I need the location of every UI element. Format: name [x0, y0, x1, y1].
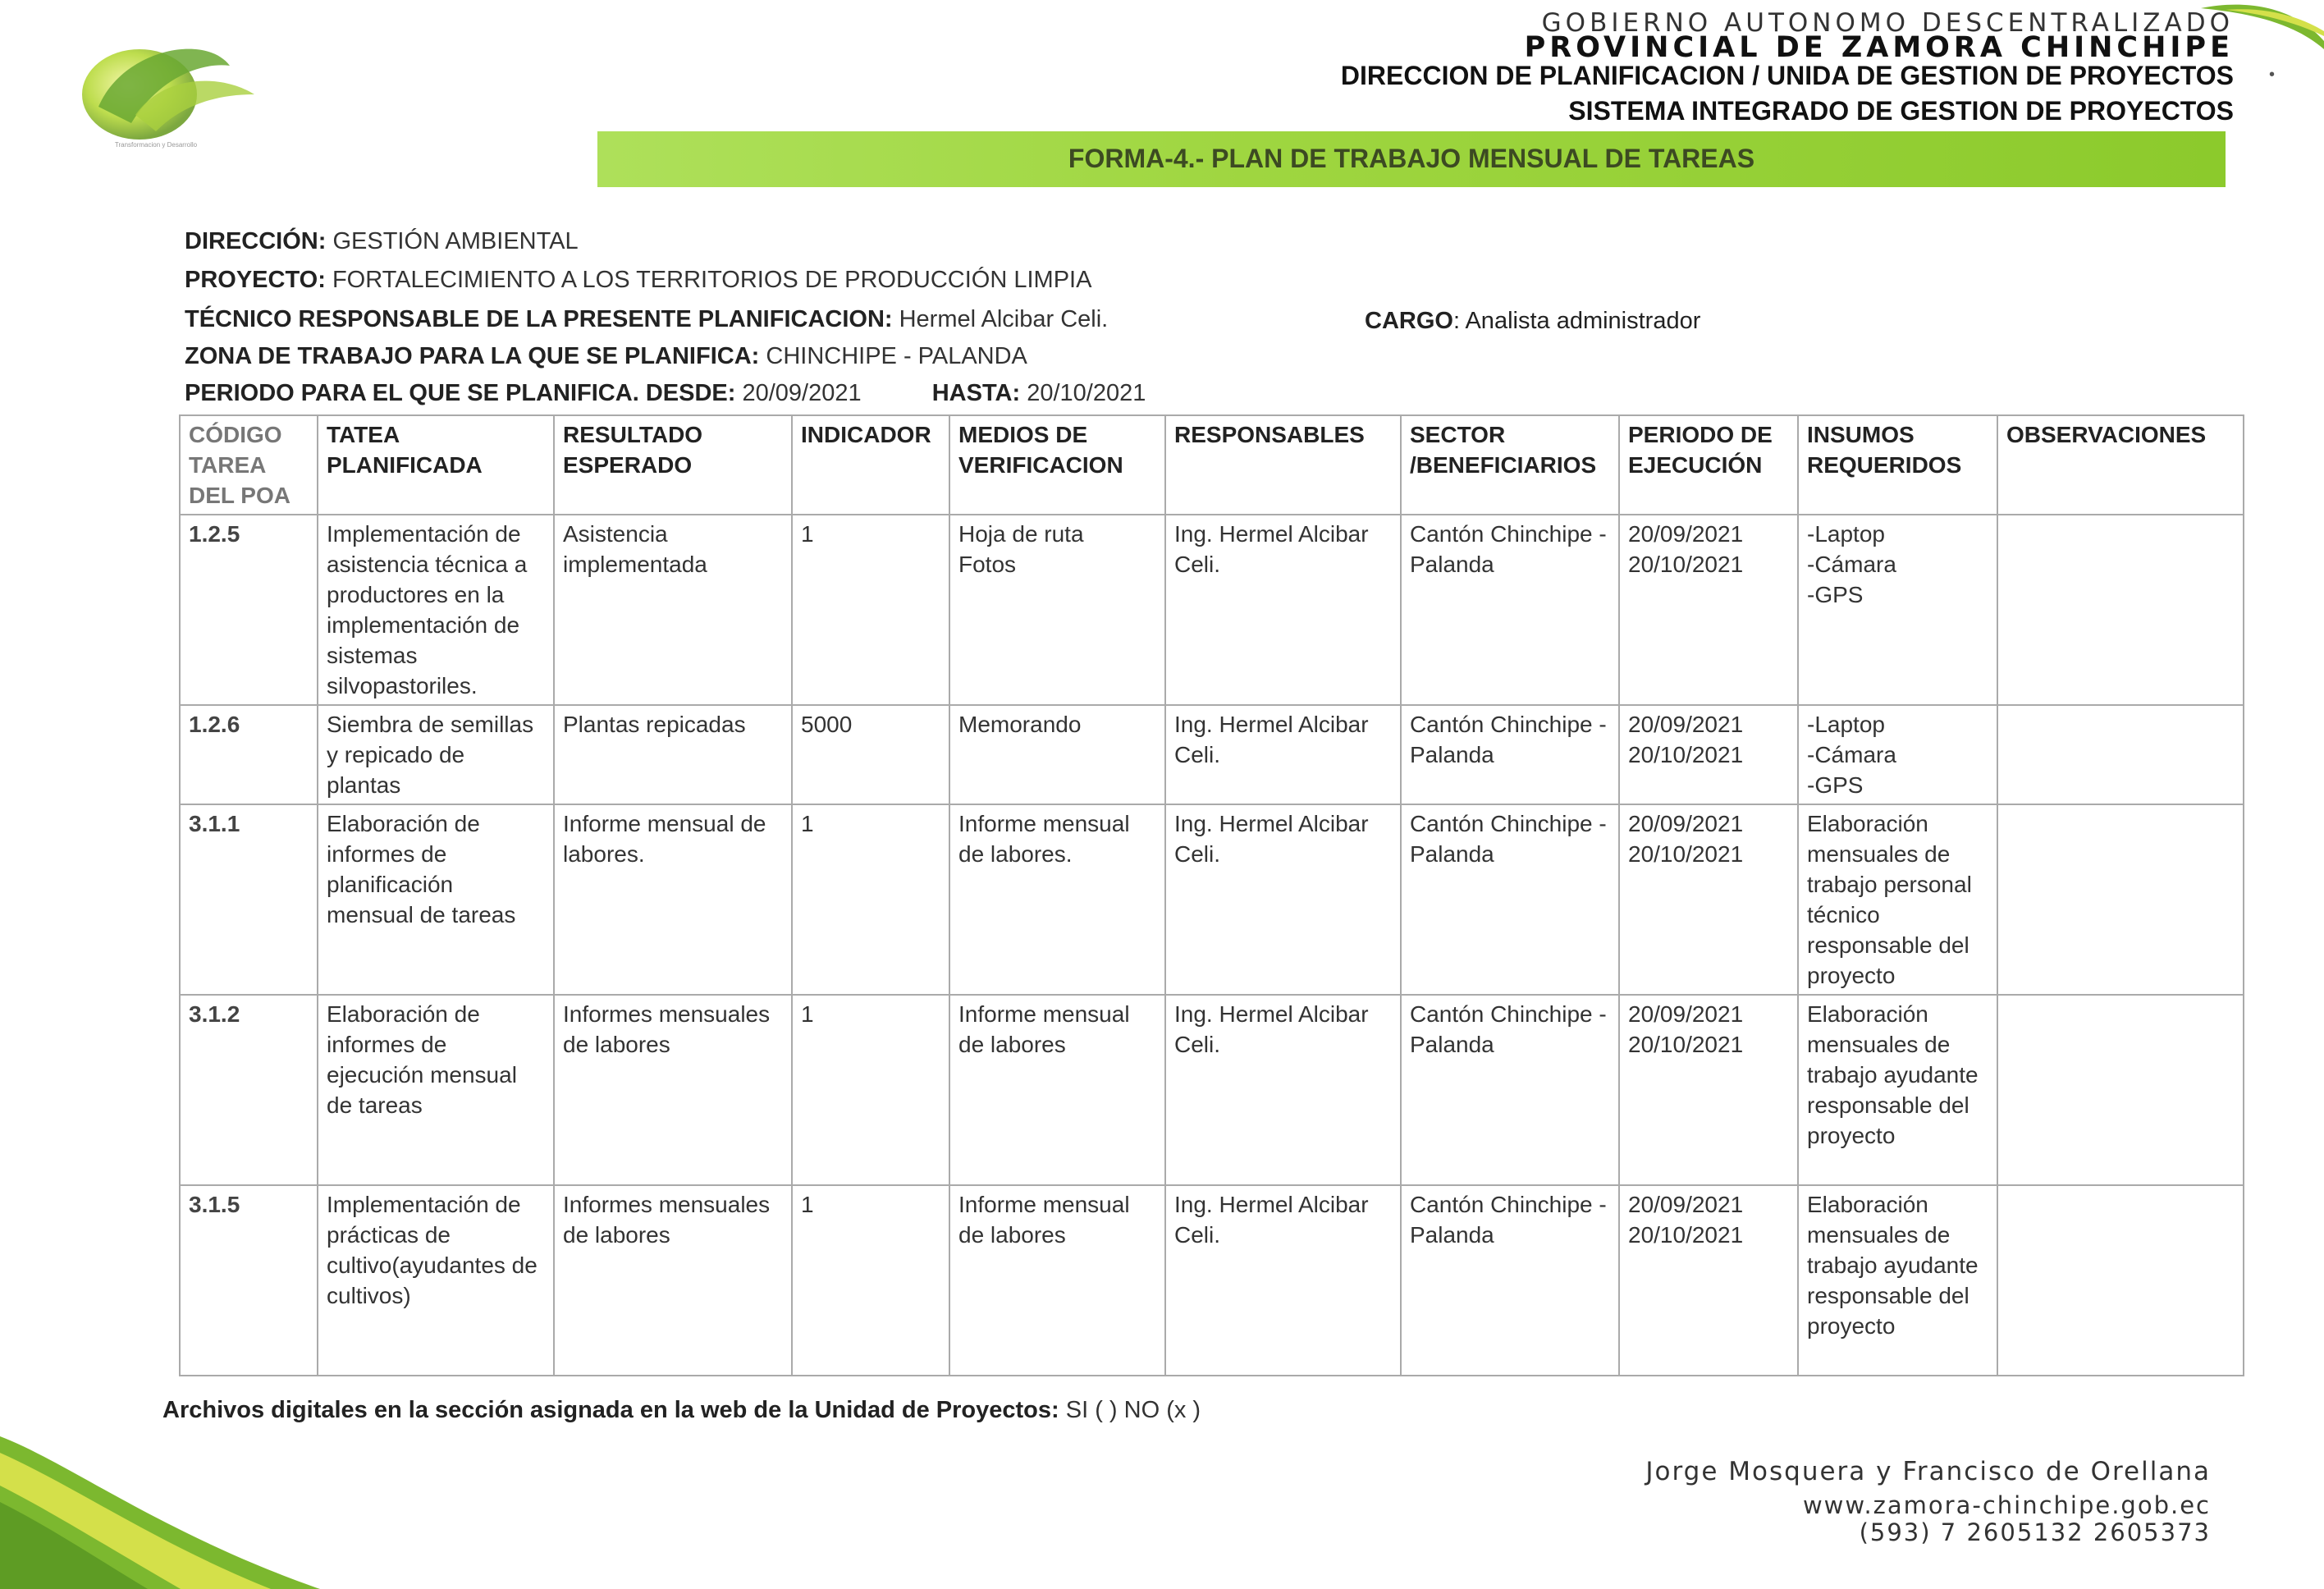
cell-codigo: 3.1.1	[180, 804, 318, 995]
col-sector: SECTOR /BENEFICIARIOS	[1401, 415, 1619, 515]
cell-resultado: Informes mensuales de labores	[554, 995, 792, 1185]
info-tecnico: TÉCNICO RESPONSABLE DE LA PRESENTE PLANIFICACION: Hermel Alcibar Celi.	[185, 306, 1109, 332]
cell-codigo: 3.1.5	[180, 1185, 318, 1376]
cell-responsables: Ing. Hermel Alcibar Celi.	[1165, 804, 1401, 995]
cell-observaciones	[1997, 515, 2244, 705]
header-province: PROVINCIAL DE ZAMORA CHINCHIPE	[1524, 31, 2234, 64]
col-codigo: CÓDIGO TAREA DEL POA	[180, 415, 318, 515]
cell-observaciones	[1997, 995, 2244, 1185]
form-title-band	[597, 131, 2226, 187]
col-periodo: PERIODO DE EJECUCIÓN	[1619, 415, 1798, 515]
cell-periodo: 20/09/2021 20/10/2021	[1619, 995, 1798, 1185]
cell-insumos: Elaboración mensuales de trabajo ayudante responsable del proyecto	[1798, 1185, 1997, 1376]
cell-insumos: Elaboración mensuales de trabajo personal técnico responsable del proyecto	[1798, 804, 1997, 995]
table-row	[180, 515, 2244, 705]
info-zona: ZONA DE TRABAJO PARA LA QUE SE PLANIFICA: CHINCHIPE - PALANDA	[185, 343, 1027, 369]
col-responsables: RESPONSABLES	[1165, 415, 1401, 515]
cell-responsables: Ing. Hermel Alcibar Celi.	[1165, 1185, 1401, 1376]
cell-indicador: 5000	[792, 705, 949, 804]
cell-tarea: Implementación de prácticas de cultivo(ayudantes de cultivos)	[318, 1185, 554, 1376]
form-title: FORMA-4.- PLAN DE TRABAJO MENSUAL DE TAREAS	[1068, 144, 1755, 173]
cell-periodo: 20/09/2021 20/10/2021	[1619, 515, 1798, 705]
cell-insumos: -Laptop -Cámara -GPS	[1798, 515, 1997, 705]
table-row	[180, 1185, 2244, 1376]
cell-indicador: 1	[792, 995, 949, 1185]
cell-sector: Cantón Chinchipe - Palanda	[1401, 804, 1619, 995]
cell-periodo: 20/09/2021 20/10/2021	[1619, 705, 1798, 804]
task-plan-table	[179, 414, 2244, 1376]
col-insumos: INSUMOS REQUERIDOS	[1798, 415, 1997, 515]
table-row	[180, 995, 2244, 1185]
cell-resultado: Asistencia implementada	[554, 515, 792, 705]
table-row	[180, 705, 2244, 804]
cell-responsables: Ing. Hermel Alcibar Celi.	[1165, 515, 1401, 705]
cell-medios: Hoja de ruta Fotos	[949, 515, 1165, 705]
table-row	[180, 804, 2244, 995]
cell-periodo: 20/09/2021 20/10/2021	[1619, 804, 1798, 995]
cell-indicador: 1	[792, 804, 949, 995]
cell-indicador: 1	[792, 1185, 949, 1376]
cell-sector: Cantón Chinchipe - Palanda	[1401, 1185, 1619, 1376]
cell-sector: Cantón Chinchipe - Palanda	[1401, 995, 1619, 1185]
cell-tarea: Elaboración de informes de planificación mensual de tareas	[318, 804, 554, 995]
header-government: GOBIERNO AUTONOMO DESCENTRALIZADO	[1541, 8, 2234, 38]
cell-medios: Informe mensual de labores.	[949, 804, 1165, 995]
cell-tarea: Elaboración de informes de ejecución mensual de tareas	[318, 995, 554, 1185]
col-medios: MEDIOS DE VERIFICACION	[949, 415, 1165, 515]
cell-responsables: Ing. Hermel Alcibar Celi.	[1165, 705, 1401, 804]
archivos-digitales: Archivos digitales en la sección asignada en la web de la Unidad de Proyectos: SI ( ) NO (x )	[162, 1397, 1201, 1423]
cell-medios: Memorando	[949, 705, 1165, 804]
cell-resultado: Informe mensual de labores.	[554, 804, 792, 995]
header-direction: DIRECCION DE PLANIFICACION / UNIDA DE GESTION DE PROYECTOS	[1340, 61, 2234, 90]
footer-phone: (593) 7 2605132 2605373	[1859, 1518, 2211, 1546]
info-proyecto: PROYECTO: FORTALECIMIENTO A LOS TERRITORIOS DE PRODUCCIÓN LIMPIA	[185, 267, 1092, 293]
col-indicador: INDICADOR	[792, 415, 949, 515]
cell-sector: Cantón Chinchipe - Palanda	[1401, 705, 1619, 804]
cell-periodo: 20/09/2021 20/10/2021	[1619, 1185, 1798, 1376]
cell-medios: Informe mensual de labores	[949, 1185, 1165, 1376]
cell-codigo: 1.2.5	[180, 515, 318, 705]
col-observaciones: OBSERVACIONES	[1997, 415, 2244, 515]
cell-observaciones	[1997, 705, 2244, 804]
info-direccion: DIRECCIÓN: GESTIÓN AMBIENTAL	[185, 228, 579, 254]
footer-web: www.zamora-chinchipe.gob.ec	[1802, 1491, 2211, 1519]
logo-caption: Transformacion y Desarrollo	[114, 141, 198, 149]
table-header-row	[180, 415, 2244, 515]
corner-leaf-bottom-left	[0, 1428, 328, 1589]
cell-insumos: Elaboración mensuales de trabajo ayudante responsable del proyecto	[1798, 995, 1997, 1185]
info-periodo: PERIODO PARA EL QUE SE PLANIFICA. DESDE: 20/09/2021 HASTA: 20/10/2021	[185, 380, 1146, 406]
col-resultado: RESULTADO ESPERADO	[554, 415, 792, 515]
gad-logo	[41, 16, 287, 156]
cell-codigo: 1.2.6	[180, 705, 318, 804]
cell-insumos: -Laptop -Cámara -GPS	[1798, 705, 1997, 804]
info-cargo: CARGO: Analista administrador	[1365, 308, 1701, 334]
cell-resultado: Informes mensuales de labores	[554, 1185, 792, 1376]
cell-responsables: Ing. Hermel Alcibar Celi.	[1165, 995, 1401, 1185]
cell-tarea: Implementación de asistencia técnica a productores en la implementación de sistemas silvopastoriles.	[318, 515, 554, 705]
cell-resultado: Plantas repicadas	[554, 705, 792, 804]
cell-observaciones	[1997, 1185, 2244, 1376]
cell-tarea: Siembra de semillas y repicado de plantas	[318, 705, 554, 804]
cell-medios: Informe mensual de labores	[949, 995, 1165, 1185]
cell-sector: Cantón Chinchipe - Palanda	[1401, 515, 1619, 705]
footer-address: Jorge Mosquera y Francisco de Orellana	[1645, 1457, 2211, 1486]
header-system: SISTEMA INTEGRADO DE GESTION DE PROYECTOS	[1568, 96, 2234, 126]
cell-codigo: 3.1.2	[180, 995, 318, 1185]
col-tarea: TATEA PLANIFICADA	[318, 415, 554, 515]
cell-observaciones	[1997, 804, 2244, 995]
side-marks: •	[2268, 66, 2275, 84]
cell-indicador: 1	[792, 515, 949, 705]
